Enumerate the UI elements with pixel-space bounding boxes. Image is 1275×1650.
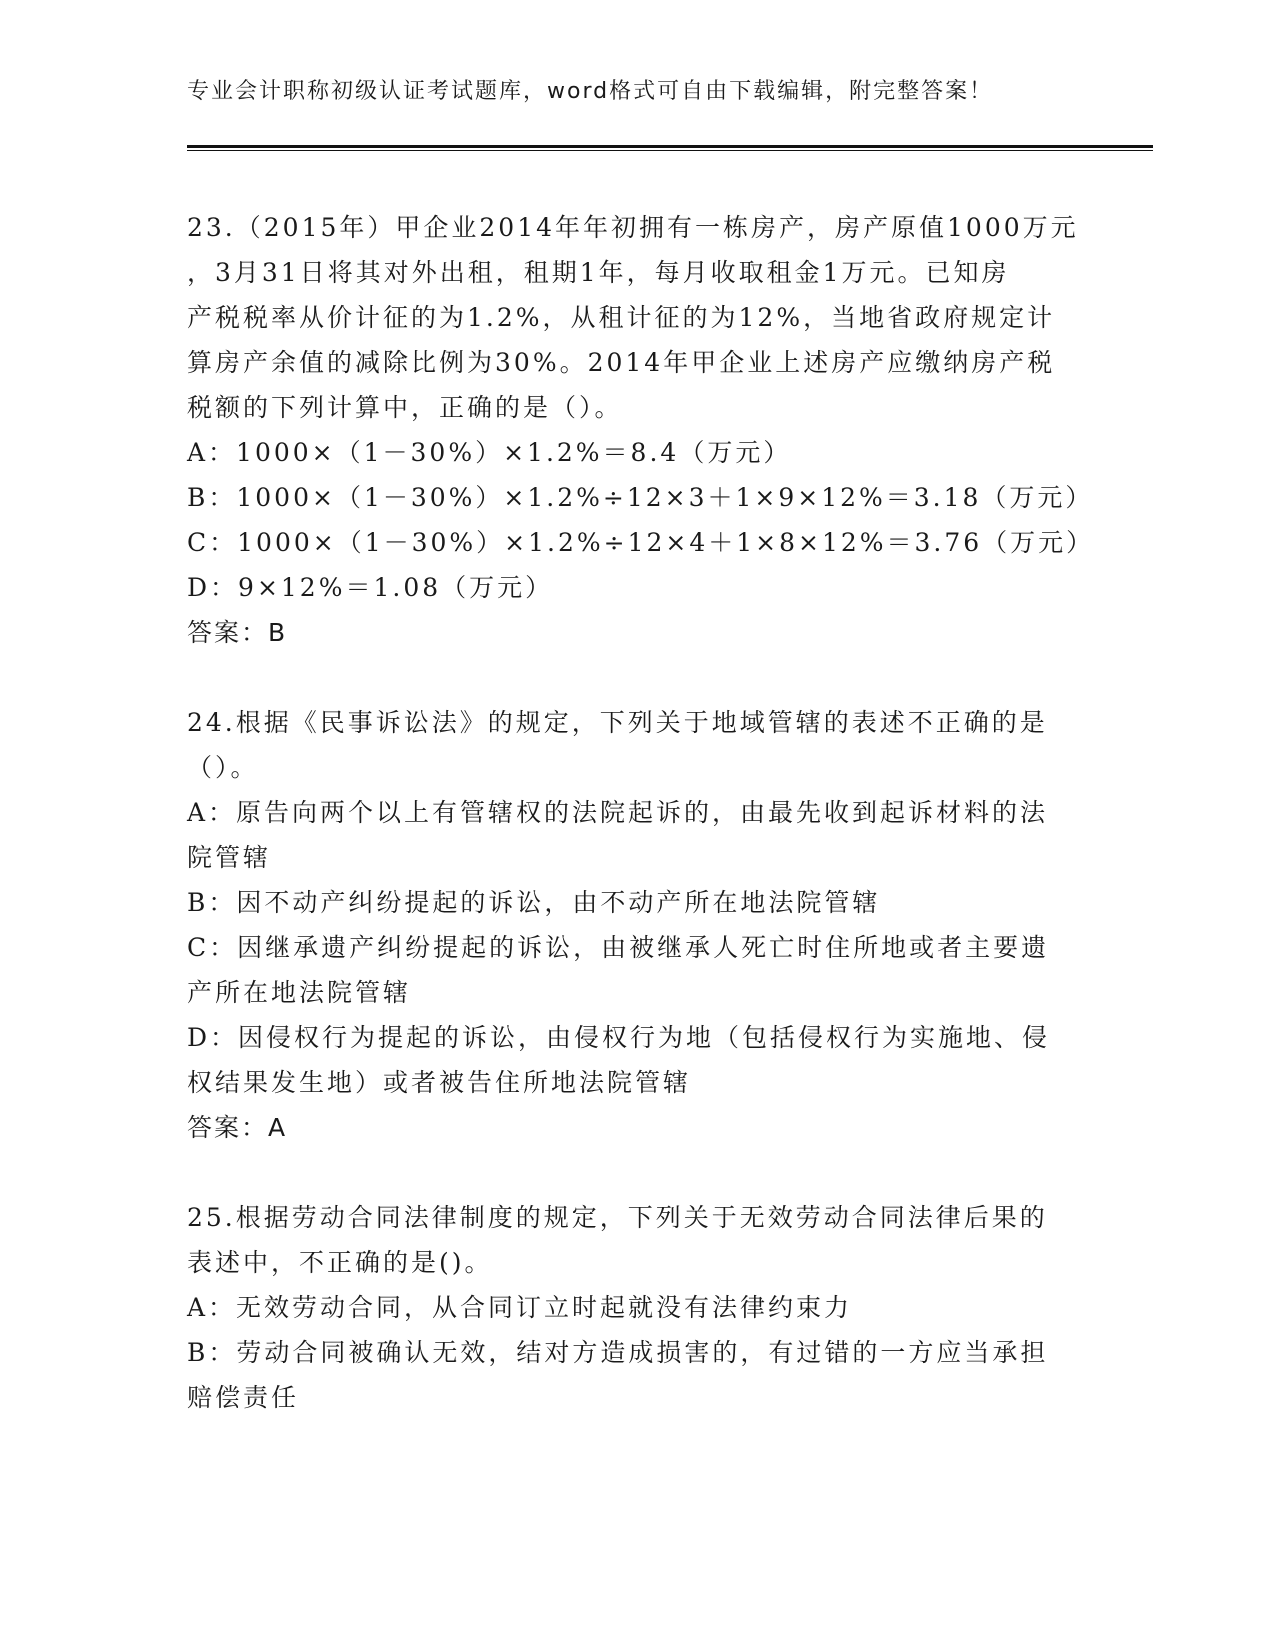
option-line: 权结果发生地）或者被告住所地法院管辖	[187, 1068, 692, 1097]
option-d	[187, 1015, 1087, 1105]
question-stem-line: ，3月31日将其对外出租，租期1年，每月收取租金1万元。已知房	[187, 258, 1010, 287]
question-24	[187, 700, 1087, 1150]
option-line: B：劳动合同被确认无效，结对方造成损害的，有过错的一方应当承担	[187, 1338, 1049, 1367]
option-line: A：原告向两个以上有管辖权的法院起诉的，由最先收到起诉材料的法	[187, 798, 1049, 827]
header-rule-thin	[187, 150, 1153, 151]
option-d	[187, 565, 1087, 610]
question-stem-line: 产税税率从价计征的为1.2%，从租计征的为12%，当地省政府规定计	[187, 303, 1056, 332]
option-line: 院管辖	[187, 843, 272, 872]
question-stem-line: 税额的下列计算中，正确的是（）。	[187, 393, 623, 422]
question-stem-line: （）。	[187, 753, 259, 782]
option-line: A：无效劳动合同，从合同订立时起就没有法律约束力	[187, 1293, 853, 1322]
answer-line: 答案：A	[187, 1113, 288, 1142]
option-line: 赔偿责任	[187, 1383, 300, 1412]
answer-line: 答案：B	[187, 618, 288, 647]
question-list	[187, 205, 1095, 1465]
header-rule-thick	[187, 145, 1153, 148]
option-b	[187, 880, 1087, 925]
option-line: 产所在地法院管辖	[187, 978, 412, 1007]
option-c	[187, 925, 1087, 1015]
question-25	[187, 1195, 1087, 1420]
question-stem-line: 23.（2015年）甲企业2014年年初拥有一栋房产，房产原值1000万元	[187, 213, 1079, 242]
question-stem-line: 表述中，不正确的是()。	[187, 1248, 493, 1277]
option-line: C：因继承遗产纠纷提起的诉讼，由被继承人死亡时住所地或者主要遗	[187, 933, 1050, 962]
option-a	[187, 1285, 1087, 1330]
option-line: B：1000×（1－30%）×1.2%÷12×3＋1×9×12%＝3.18（万元）	[187, 483, 1094, 512]
option-c	[187, 520, 1095, 565]
question-stem-line: 算房产余值的减除比例为30%。2014年甲企业上述房产应缴纳房产税	[187, 348, 1056, 377]
question-23	[187, 205, 1095, 655]
option-line: D：因侵权行为提起的诉讼，由侵权行为地（包括侵权行为实施地、侵	[187, 1023, 1051, 1052]
option-line: D：9×12%＝1.08（万元）	[187, 573, 554, 602]
option-b	[187, 1330, 1087, 1420]
option-a	[187, 430, 1087, 475]
option-b	[187, 475, 1094, 520]
question-stem-line: 24.根据《民事诉讼法》的规定，下列关于地域管辖的表述不正确的是	[187, 708, 1048, 737]
option-a	[187, 790, 1087, 880]
question-stem-line: 25.根据劳动合同法律制度的规定，下列关于无效劳动合同法律后果的	[187, 1203, 1048, 1232]
option-line: C：1000×（1－30%）×1.2%÷12×4＋1×8×12%＝3.76（万元）	[187, 528, 1095, 557]
option-line: B：因不动产纠纷提起的诉讼，由不动产所在地法院管辖	[187, 888, 881, 917]
page-header: 专业会计职称初级认证考试题库，word格式可自由下载编辑，附完整答案！	[187, 79, 994, 104]
option-line: A：1000×（1－30%）×1.2%＝8.4（万元）	[187, 438, 792, 467]
